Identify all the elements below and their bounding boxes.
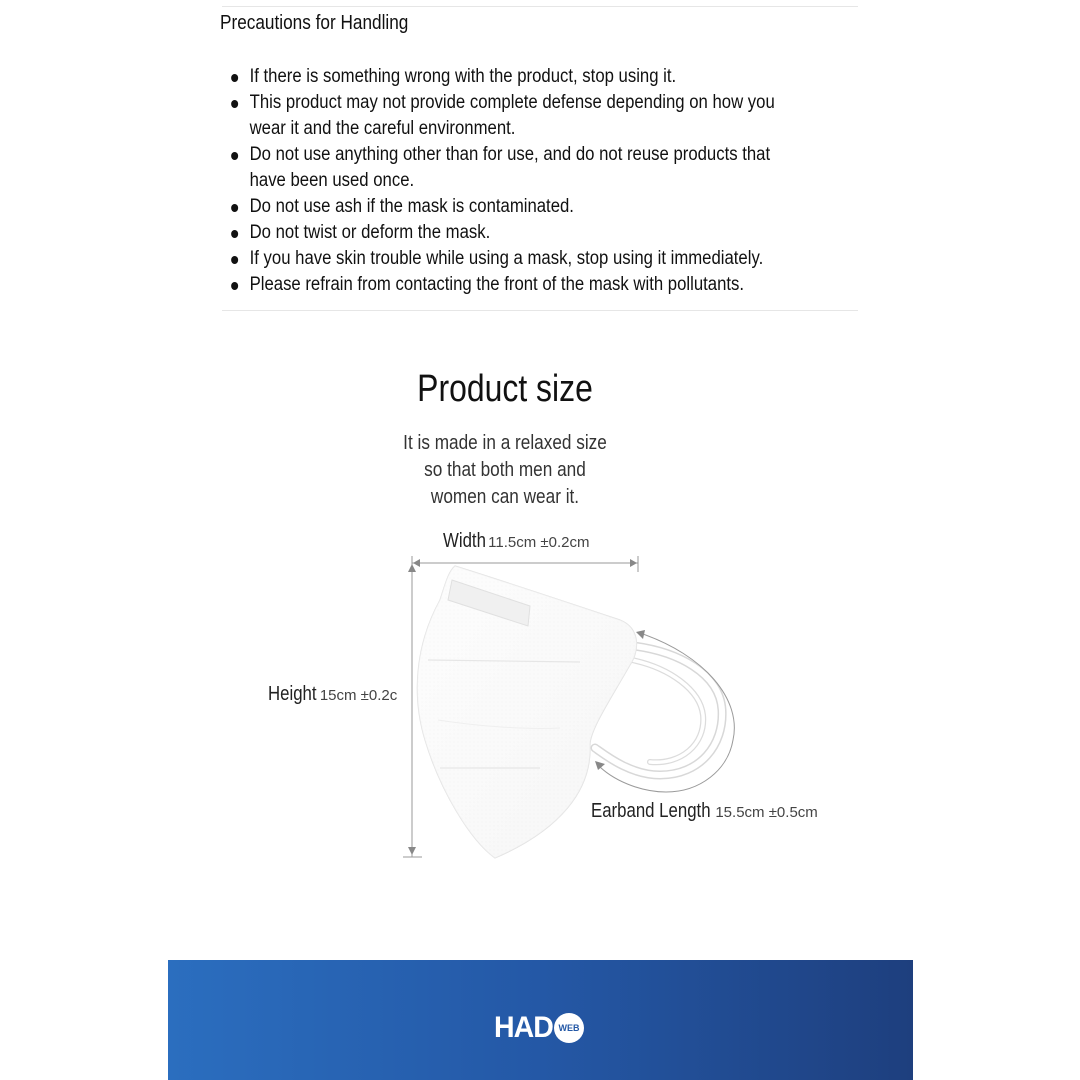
hado-logo[interactable]: [494, 1013, 584, 1043]
logo-sub-text: WEB: [558, 1023, 580, 1033]
width-label: [443, 530, 589, 553]
height-label-name: Height: [268, 683, 317, 705]
width-dimension-line: [412, 556, 638, 572]
width-value: 11.5cm ±0.2cm: [488, 534, 590, 551]
list-item: If you have skin trouble while using a mask, stop using it immediately.: [232, 246, 795, 272]
logo-circle-icon: [554, 1013, 584, 1043]
list-item: If there is something wrong with the product, stop using it.: [232, 64, 795, 90]
footer-banner: [168, 960, 913, 1080]
product-size-title: Product size: [417, 368, 593, 410]
earband-label: [591, 800, 818, 823]
list-item: This product may not provide complete defense depending on how you wear it and the careful environment.: [232, 90, 795, 142]
height-label: [268, 683, 397, 706]
list-item: Do not twist or deform the mask.: [232, 220, 795, 246]
logo-main-text: HAD: [494, 1011, 553, 1044]
precautions-title: Precautions for Handling: [220, 12, 409, 34]
earband-value: 15.5cm ±0.5cm: [715, 804, 818, 821]
earband-label-name: Earband Length: [591, 800, 711, 822]
list-item: Do not use ash if the mask is contaminated.: [232, 194, 795, 220]
product-size-description: It is made in a relaxed size so that both men and women can wear it.: [403, 432, 607, 508]
height-value: 15cm ±0.2c: [319, 687, 398, 704]
list-item: Do not use anything other than for use, and do not reuse products that have been used once.: [232, 142, 795, 194]
list-item: Please refrain from contacting the front of the mask with pollutants.: [232, 272, 795, 298]
width-label-name: Width: [443, 530, 486, 552]
